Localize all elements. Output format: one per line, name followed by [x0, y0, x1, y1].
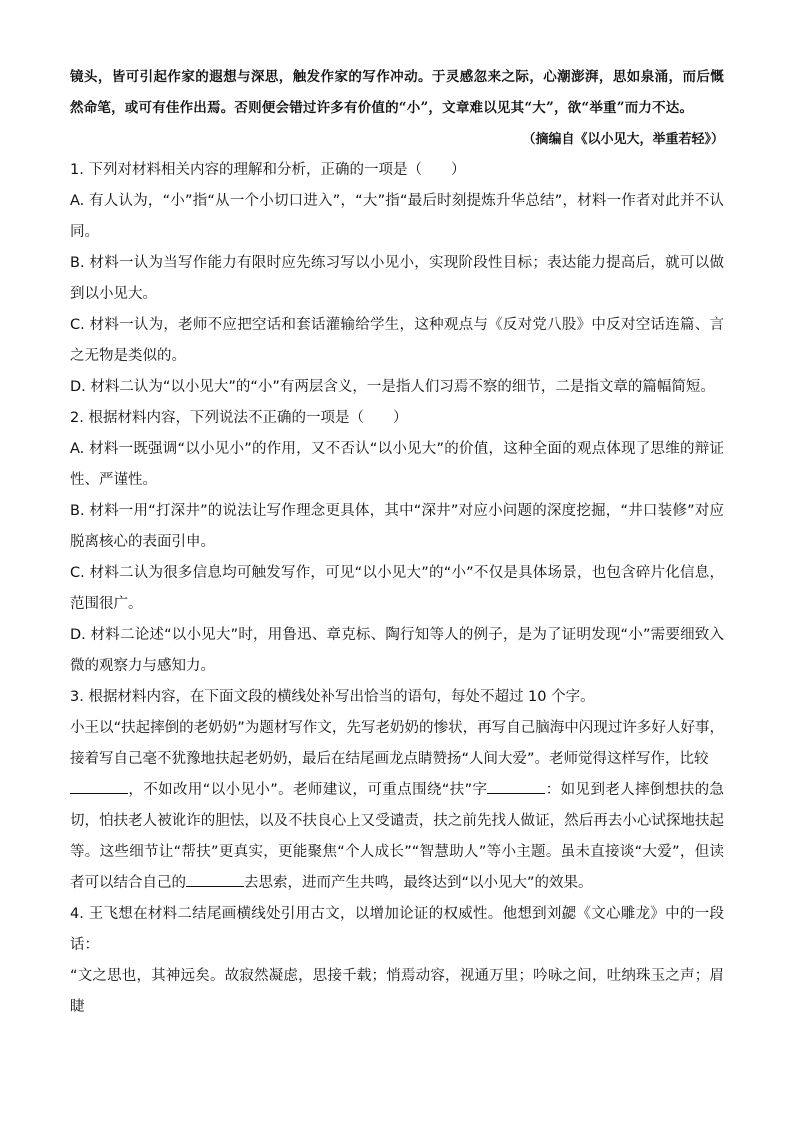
option-d: D. 材料二认为“以小见大”的“小”有两层含义，一是指人们习焉不察的细节，二是指文章的篇幅简短。: [70, 379, 715, 395]
question-1: [70, 155, 724, 403]
question-4: [70, 899, 724, 1023]
document-page: [70, 62, 724, 1023]
excerpt-text: 镜头，皆可引起作家的遐想与深思，触发作家的写作冲动。于灵感忽来之际，心潮澎湃，思如泉涌，而后慨然命笔，或可有佳作出焉。否则便会错过许多有价值的“小”，文章难以见其“大”，欲“举重”而力不达。: [70, 69, 724, 116]
option-a: A. 材料一既强调“以小见小”的作用，又不否认“以小见大”的价值，这种全面的观点体现了思维的辩证性、严谨性。: [70, 441, 724, 488]
option-d: D. 材料二论述“以小见大”时，用鲁迅、章克标、陶行知等人的例子，是为了证明发现“小”需要细致入微的观察力与感知力。: [70, 627, 724, 674]
question-2: [70, 403, 724, 682]
question-stem: 4. 王飞想在材料二结尾画横线处引用古文，以增加论证的权威性。他想到刘勰《文心雕龙》中的一段话：: [70, 906, 724, 953]
paragraph-part-3: ：如见到老人摔倒想扶的急切，怕扶老人被讹诈的胆怯，以及不扶良心上又受谴责，扶之前先找人做证，然后再去小心试探地扶起等。这些细节让“帮扶”更真实，更能聚焦“个人成长”“智慧助人”等小主题。虽未直接谈“大爱”，但读者可以结合自己的: [70, 782, 725, 891]
quoted-passage: “文之思也，其神远矣。故寂然凝虑，思接千载；悄焉动容，视通万里；吟咏之间，吐纳珠玉之声；眉睫: [70, 968, 724, 1015]
blank-2: [487, 779, 545, 794]
question-stem: 1. 下列对材料相关内容的理解和分析，正确的一项是（ ）: [70, 162, 466, 178]
fill-blank-paragraph: [70, 713, 724, 899]
question-stem: 2. 根据材料内容，下列说法不正确的一项是（ ）: [70, 410, 408, 426]
paragraph-part-1: 小王以“扶起摔倒的老奶奶”为题材写作文，先写老奶奶的惨状，再写自己脑海中闪现过许多好人好事，接着写自己毫不犹豫地扶起老奶奶，最后在结尾画龙点睛赞扬“人间大爱”。老师觉得这样写作，比较: [70, 720, 724, 767]
option-c: C. 材料一认为，老师不应把空话和套话灌输给学生，这种观点与《反对党八股》中反对空话连篇、言之无物是类似的。: [70, 317, 724, 364]
option-b: B. 材料一认为当写作能力有限时应先练习写以小见小，实现阶段性目标；表达能力提高后，就可以做到以小见大。: [70, 255, 724, 302]
option-a: A. 有人认为，“小”指“从一个小切口进入”，“大”指“最后时刻提炼升华总结”，材料一作者对此并不认同。: [70, 193, 724, 240]
blank-3: [186, 872, 244, 887]
excerpt-paragraph: [70, 62, 724, 124]
option-c: C. 材料二认为很多信息均可触发写作，可见“以小见大”的“小”不仅是具体场景，也包含碎片化信息，范围很广。: [70, 565, 724, 612]
option-b: B. 材料一用“打深井”的说法让写作理念更具体，其中“深井”对应小问题的深度挖掘，“井口装修”对应脱离核心的表面引申。: [70, 503, 724, 550]
blank-1: [70, 779, 128, 794]
paragraph-part-2: ，不如改用“以小见小”。老师建议，可重点围绕“扶”字: [128, 782, 488, 798]
paragraph-part-4: 去思索，进而产生共鸣，最终达到“以小见大”的效果。: [244, 875, 593, 891]
question-3: [70, 682, 724, 899]
question-stem: 3. 根据材料内容，在下面文段的横线处补写出恰当的语句，每处不超过 10 个字。: [70, 689, 595, 705]
excerpt-source: （摘编自《以小见大，举重若轻》）: [522, 132, 724, 147]
